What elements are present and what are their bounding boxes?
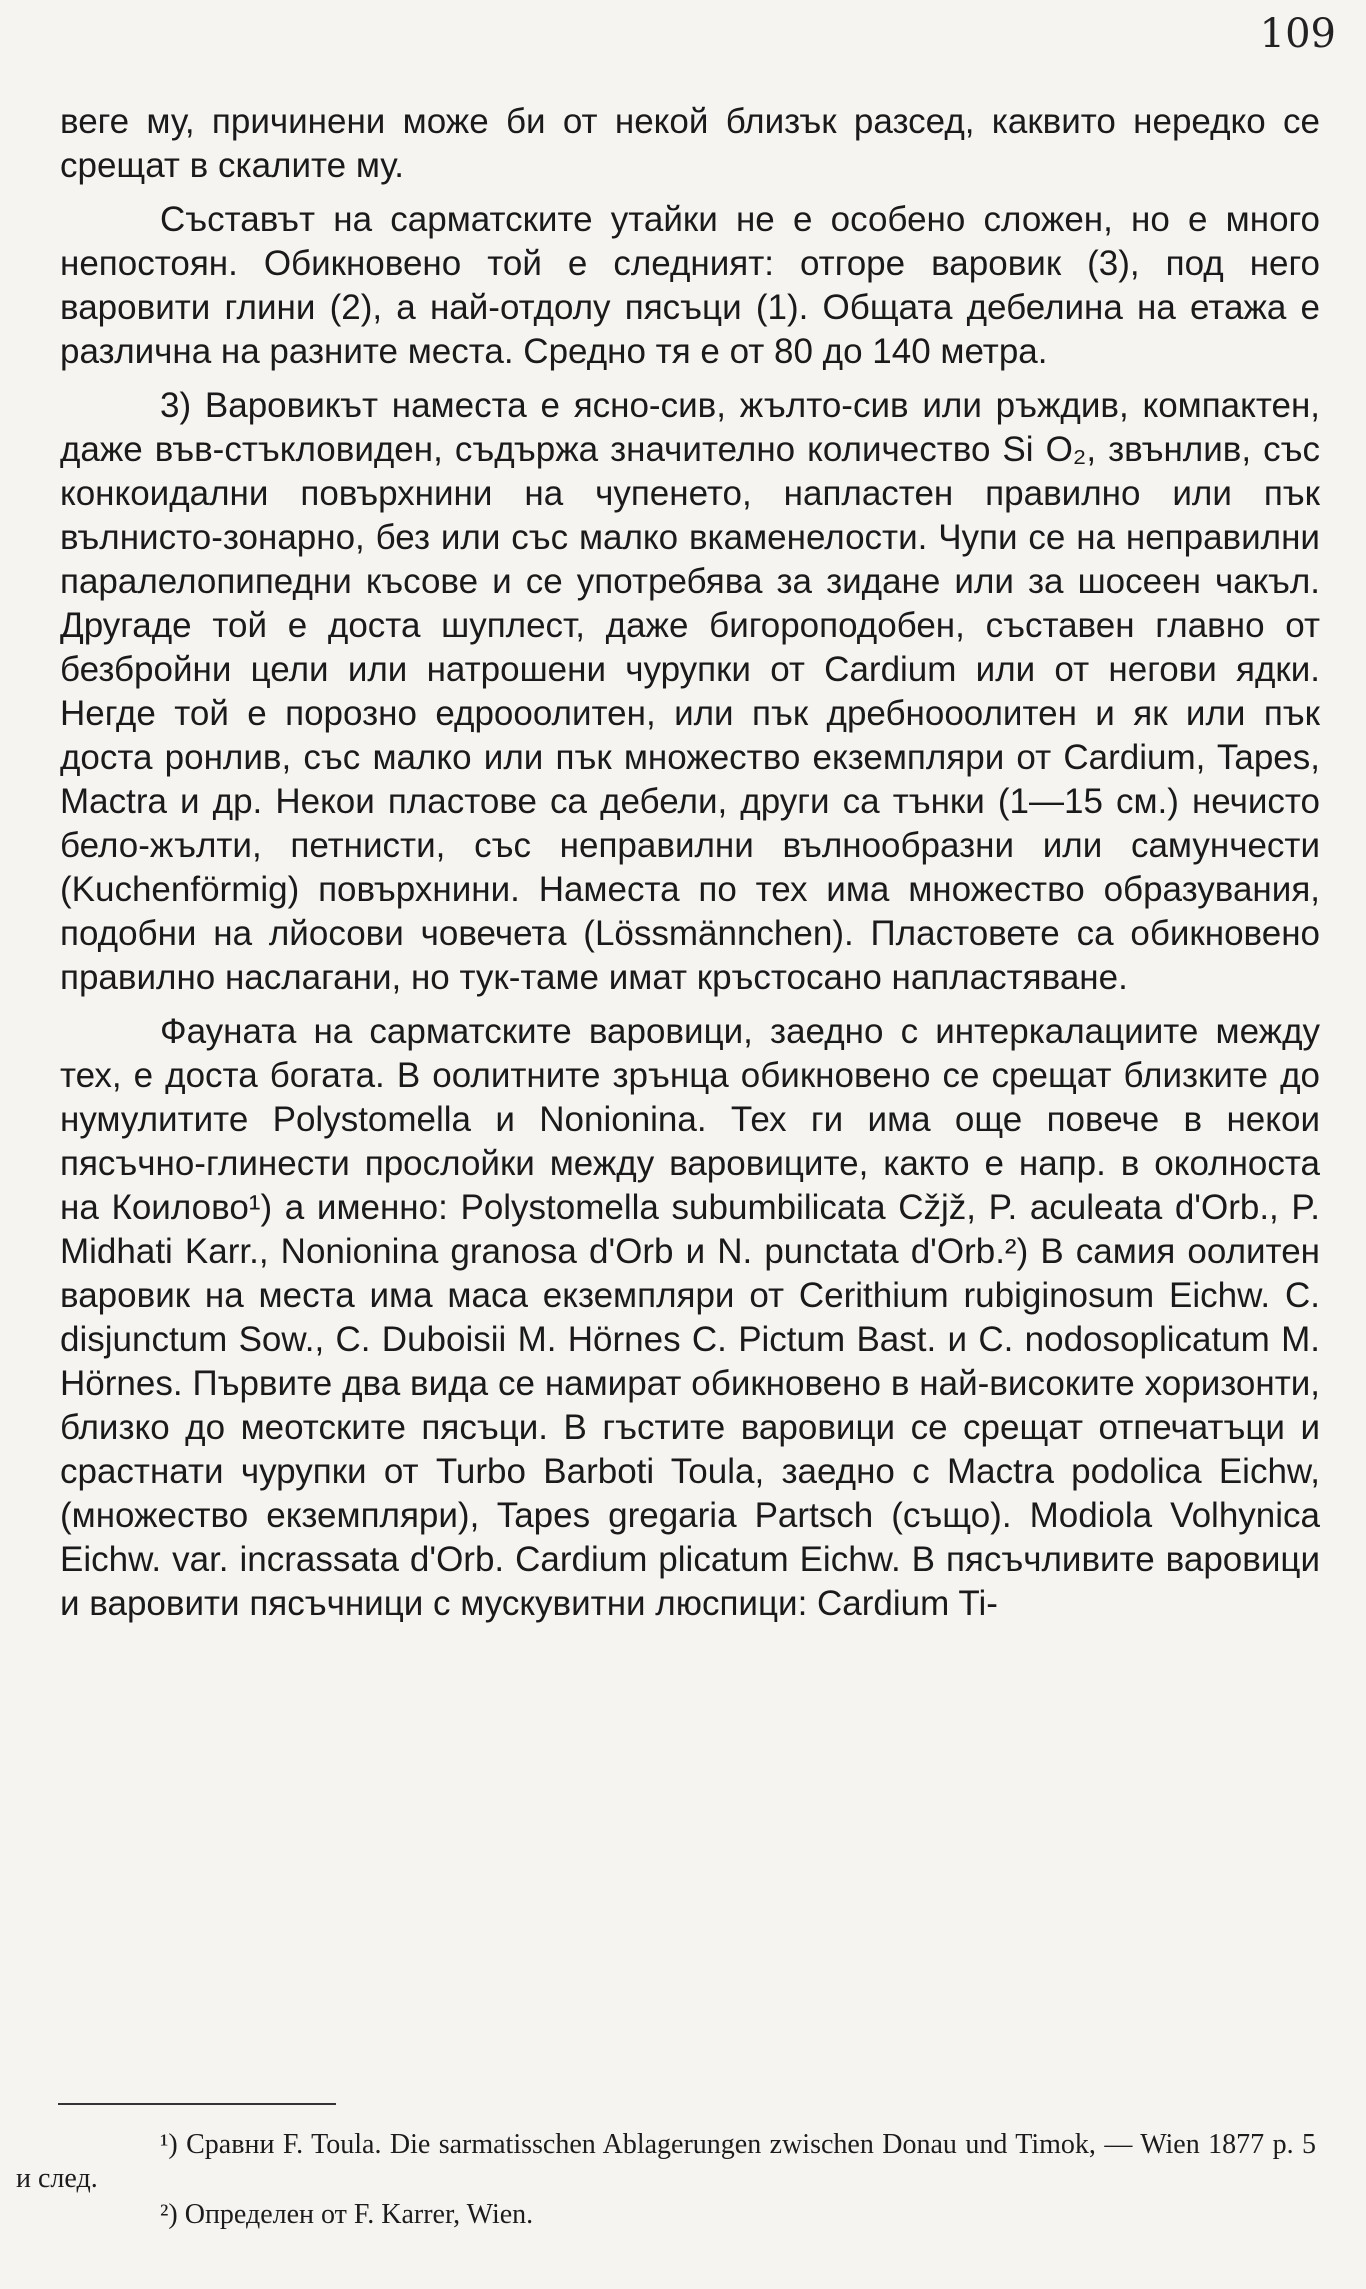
footnote-2: ²) Определен от F. Karrer, Wien. xyxy=(160,2199,534,2230)
footnotes xyxy=(16,2128,1316,2232)
paragraph-fauna: Фауната на сарматските варовици, заедно с интеркалациите между тех, е доста богата. В оолитните зрънца обикновено се срещат близките до нумулитите Polystomella и Nonionina. Тех ги има още повече в некои пясъчно-глинести прослойки между варовиците, както е напр. в околноста на Коилово¹) а именно: Polystomella subumbilicata Cžjž, P. aculeata d'Orb., P. Midhati Karr., Nonionina granosa d'Orb и N. punctata d'Orb.²) В самия оолитен варовик на места има маса екземпляри от Cerithium rubiginosum Eichw. C. disjunctum Sow., C. Duboisii M. Hörnes C. Pictum Bast. и C. nodosoplicatum M. Hörnes. Първите два вида се намират обикновено в най-високите хоризонти, близко до меотските пясъци. В гъстите варовици се срещат отпечатъци и срастнати чурупки от Turbo Barboti Toula, заедно с Mactra podolica Eichw, (множество екземпляри), Tapes gregaria Partsch (също). Modiola Volhynica Eichw. var. incrassata d'Orb. Cardium plicatum Eichw. В пясъчливите варовици и варовити пясъчници с мускувитни люспици: Cardium Ti- xyxy=(60,1012,1320,1623)
paragraph-continuation: веге му, причинени може би от некой близък разсед, каквито нередко се срещат в скалите му. xyxy=(60,102,1320,185)
page-number: 109 xyxy=(1259,11,1336,57)
main-text xyxy=(60,100,1320,1636)
footnote-1: ¹) Сравни F. Toula. Die sarmatisschen Ablagerungen zwischen Donau und Timok, — Wien 1877 p. 5 и след. xyxy=(16,2129,1316,2194)
paragraph-limestone: 3) Варовикът наместа е ясно-сив, жълто-сив или ръждив, компактен, даже във-стъкловиден, съдържа значително количество Si O₂, звънлив, със конкоидални повърхнини на чупенето, напластен правилно или пък вълнисто-зонарно, без или със малко вкаменелости. Чупи се на неправилни паралелопипедни късове и се употребява за зидане или за шосеен чакъл. Другаде той е доста шуплест, даже бигороподобен, съставен главно от безбройни цели или натрошени чурупки от Cardium или от негови ядки. Негде той е порозно едрооолитен, или пък дребнооолитен и як или пък доста ронлив, със малко или пък множество екземпляри от Cardium, Tapes, Mactra и др. Некои пластове са дебели, други са тънки (1—15 см.) нечисто бело-жълти, петнисти, със неправилни вълнообразни или самунчести (Kuchenförmig) повърхнини. Наместа по тех има множество образувания, подобни на лйосови човечета (Lössmännchen). Пластовете са обикновено правилно наслагани, но тук-таме имат кръстосано напластяване. xyxy=(60,386,1320,997)
paragraph-composition: Съставът на сарматските утайки не е особено сложен, но е много непостоян. Обикновено той е следният: отгоре варовик (3), под него варовити глини (2), а най-отдолу пясъци (1). Общата дебелина на етажа е различна на разните места. Средно тя е от 80 до 140 метра. xyxy=(60,200,1320,371)
footnote-divider xyxy=(58,2103,336,2105)
